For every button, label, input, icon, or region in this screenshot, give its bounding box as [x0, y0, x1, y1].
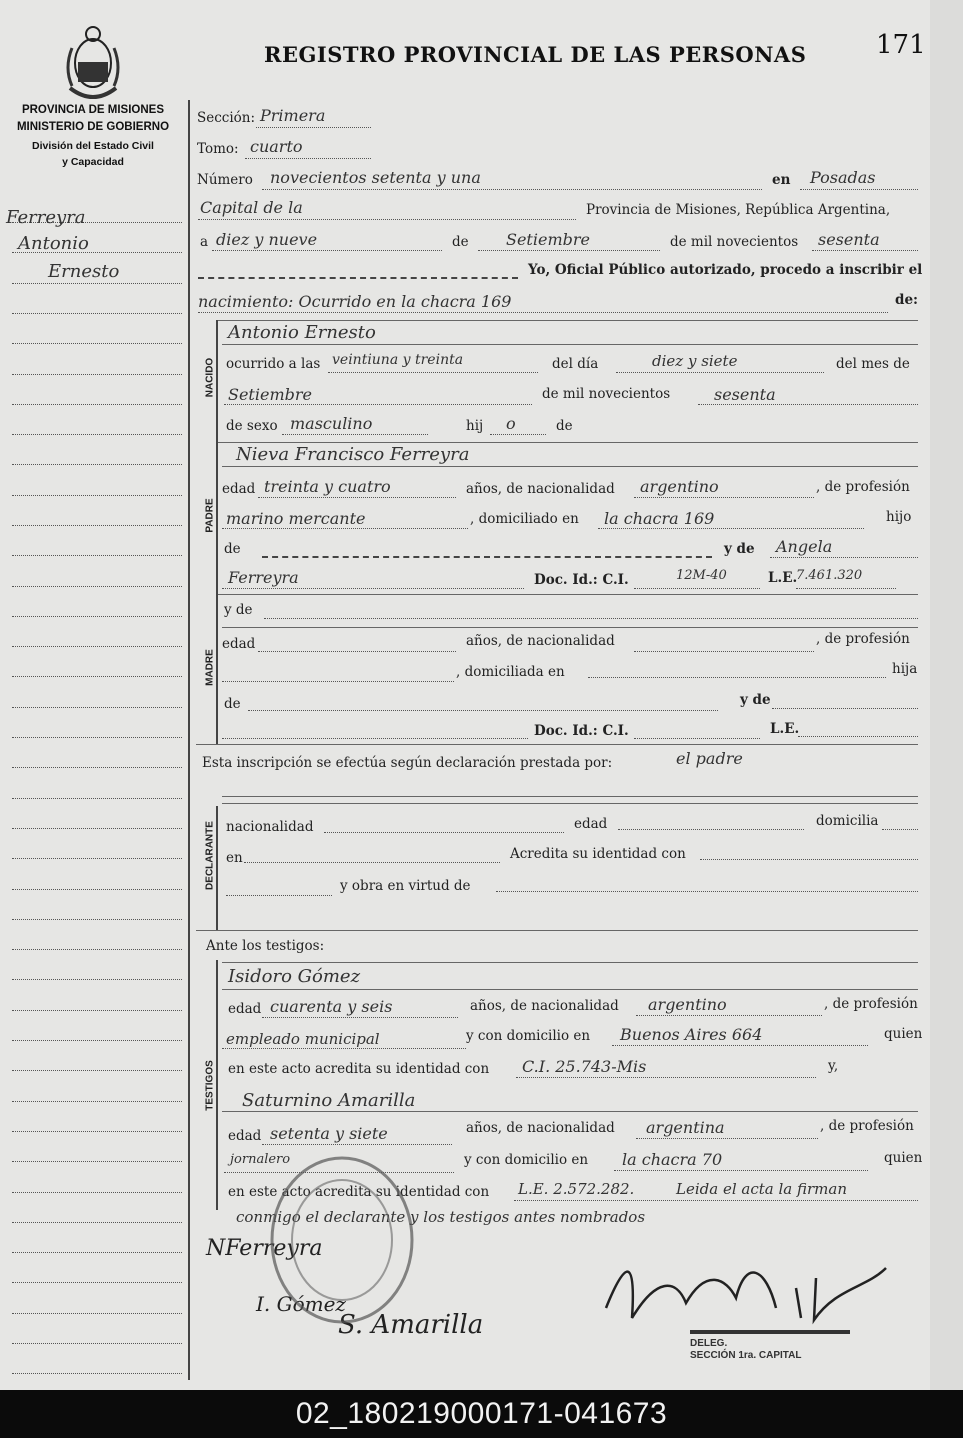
madre-profesion-label: , de profesión [816, 631, 910, 647]
declarante-value: el padre [676, 749, 743, 768]
margin-rule [12, 949, 182, 950]
padre-le-label: L.E. [768, 570, 798, 586]
ministry-heading: MINISTERIO DE GOBIERNO [16, 121, 170, 133]
t2-doc-value: L.E. 2.572.282. [518, 1180, 635, 1198]
margin-rule [12, 374, 182, 375]
margin-rule [12, 1131, 182, 1132]
margin-rule [12, 1101, 182, 1102]
t2-quien-label: quien [884, 1150, 923, 1166]
ocurrido-label: ocurrido a las [226, 356, 321, 372]
madre-nombre-2: Ferreyra [228, 568, 299, 587]
margin-rule [12, 404, 182, 405]
margin-rule [12, 737, 182, 738]
dia-nac-value: diez y siete [652, 352, 738, 370]
margin-rule [12, 1161, 182, 1162]
padre-ci-value: 12M-40 [676, 568, 727, 583]
margin-middle-name: Ernesto [48, 261, 120, 282]
t2-profesion-label: , de profesión [820, 1118, 914, 1134]
signature-testigo-2: S. Amarilla [338, 1310, 484, 1340]
t2-nac-value: argentina [646, 1118, 725, 1137]
margin-rule [12, 919, 182, 920]
division-line-1: División del Estado Civil [32, 140, 154, 152]
yo-oficial-text: Yo, Oficial Público autorizado, procedo a inscribir el [528, 262, 923, 278]
madre-y-de-2-label: y de [740, 692, 771, 708]
padre-profesion-label: , de profesión [816, 479, 910, 495]
acredita-label: Acredita su identidad con [510, 846, 686, 862]
margin-rule [12, 313, 182, 314]
esta-inscripcion-label: Esta inscripción se efectúa según declaración prestada por: [202, 755, 613, 771]
mes-nac-value: Setiembre [228, 385, 312, 404]
margin-rule [12, 1282, 182, 1283]
margin-rule [12, 343, 182, 344]
padre-doc-label: Doc. Id.: C.I. [534, 572, 629, 588]
coat-of-arms-icon [58, 18, 128, 103]
margin-rule [12, 616, 182, 617]
hijo-label: hijo [886, 509, 912, 525]
en-label: en [772, 172, 791, 188]
stamp-line-1: DELEG. [690, 1338, 728, 1349]
decl-en-label: en [226, 850, 243, 866]
padre-y-de-label: y de [724, 541, 755, 557]
t1-nac-value: argentino [648, 995, 727, 1014]
y-obra-label: y obra en virtud de [340, 878, 471, 894]
madre-edad-label: edad [222, 636, 256, 652]
t1-edad-label: edad [228, 1001, 262, 1017]
dia-value: diez y nueve [216, 230, 318, 249]
division-line-2: y Capacidad [62, 156, 124, 168]
margin-rule [12, 1222, 182, 1223]
domicilia-label: domicilia [816, 813, 879, 829]
t2-domicilio-label: y con domicilio en [464, 1152, 589, 1168]
padre-de-label: de [224, 541, 241, 557]
hij-label: hij [466, 418, 484, 434]
margin-rule [12, 1373, 182, 1374]
margin-rule [12, 707, 182, 708]
de-sexo-label: de sexo [226, 418, 278, 434]
margin-rule [12, 676, 182, 677]
margin-rule [12, 889, 182, 890]
deleg-stamp [690, 1330, 850, 1362]
margin-rule [12, 1040, 182, 1041]
margin-rule [12, 828, 182, 829]
margin-rule [12, 1343, 182, 1344]
seccion-label: Sección: [197, 110, 256, 126]
madre-de-label: de [224, 696, 241, 712]
section-padre: PADRE [204, 498, 216, 533]
del-mes-label: del mes de [836, 356, 910, 372]
t2-dom-value: la chacra 70 [622, 1150, 723, 1169]
province-heading: PROVINCIA DE MISIONES [21, 104, 165, 116]
cierre-line-1: Leida el acta la firman [676, 1180, 847, 1198]
margin-rule [12, 434, 182, 435]
margin-rule [12, 1010, 182, 1011]
padre-dom-value: la chacra 169 [604, 509, 715, 528]
margin-rule [12, 586, 182, 587]
section-nacido: NACIDO [204, 357, 216, 398]
margin-rule [12, 1252, 182, 1253]
page-edge [930, 0, 963, 1390]
margin-rule [12, 525, 182, 526]
margin-rule [12, 1313, 182, 1314]
official-seal-icon [262, 1150, 422, 1330]
del-dia-label: del día [552, 356, 599, 372]
padre-edad-value: treinta y cuatro [264, 477, 391, 496]
margin-surname: Ferreyra [6, 207, 86, 228]
margin-rule [12, 1192, 182, 1193]
tomo-value: cuarto [250, 137, 303, 156]
hija-label: hija [892, 661, 918, 677]
ante-testigos-label: Ante los testigos: [206, 938, 325, 954]
t2-acredita-label: en este acto acredita su identidad con [228, 1184, 490, 1200]
official-signature-icon [596, 1248, 896, 1338]
numero-value: novecientos setenta y una [270, 168, 481, 187]
act-line-value: nacimiento: Ocurrido en la chacra 169 [198, 292, 512, 311]
padre-anos-label: años, de nacionalidad [466, 481, 615, 497]
padre-nombre: Nieva Francisco Ferreyra [236, 444, 470, 465]
t1-acredita-label: en este acto acredita su identidad con [228, 1061, 490, 1077]
margin-rule [12, 979, 182, 980]
margin-rule [12, 798, 182, 799]
t1-anos-label: años, de nacionalidad [470, 998, 619, 1014]
anio-value: sesenta [818, 230, 880, 249]
anio-nac-value: sesenta [714, 385, 776, 404]
section-madre: MADRE [204, 649, 216, 686]
t2-prof-value: jornalero [230, 1152, 291, 1167]
page-title: REGISTRO PROVINCIAL DE LAS PERSONAS [264, 42, 807, 67]
padre-nac-value: argentino [640, 477, 719, 496]
t1-doc-value: C.I. 25.743-Mis [522, 1057, 647, 1076]
de-2-label: de [556, 418, 573, 434]
t1-profesion-label: , de profesión [824, 996, 918, 1012]
hora-value: veintiuna y treinta [332, 352, 464, 368]
stamp-line-2: SECCIÓN 1ra. CAPITAL [690, 1350, 802, 1361]
tomo-label: Tomo: [197, 141, 239, 157]
madre-nombre-1: Angela [776, 537, 833, 556]
t2-edad-value: setenta y siete [270, 1124, 388, 1143]
sexo-value: masculino [290, 414, 373, 433]
madre-le-label: L.E. [770, 721, 800, 737]
margin-rule [12, 283, 182, 284]
margin-rule [12, 555, 182, 556]
padre-le-value: 7.461.320 [796, 568, 863, 583]
margin-rule [12, 646, 182, 647]
t1-prof-value: empleado municipal [226, 1030, 380, 1048]
margin-rule [12, 858, 182, 859]
signature-testigo-1: I. Gómez [256, 1292, 346, 1316]
cierre-line-2: conmigo el declarante y los testigos antes nombrados [236, 1208, 646, 1226]
t1-edad-value: cuarenta y seis [270, 997, 393, 1016]
de-label: de [452, 234, 469, 250]
en-value: Posadas [810, 168, 876, 187]
section-testigos: TESTIGOS [204, 1060, 216, 1111]
mes-value: Setiembre [506, 230, 590, 249]
signature-declarante: NFerreyra [206, 1236, 323, 1261]
nacionalidad-label: nacionalidad [226, 819, 314, 835]
de-mil-label: de mil novecientos [670, 234, 799, 250]
domiciliado-label: , domiciliado en [470, 511, 579, 527]
margin-rule [12, 464, 182, 465]
nacido-nombre: Antonio Ernesto [228, 322, 376, 343]
testigo1-nombre: Isidoro Gómez [228, 966, 361, 987]
margin-rule [12, 1070, 182, 1071]
t1-dom-value: Buenos Aires 664 [620, 1025, 763, 1044]
margin-first-name: Antonio [18, 233, 89, 254]
hij-suffix: o [506, 414, 516, 433]
padre-prof-value: marino mercante [226, 509, 366, 528]
madre-anos-label: años, de nacionalidad [466, 633, 615, 649]
numero-label: Número [197, 172, 253, 188]
t2-edad-label: edad [228, 1128, 262, 1144]
madre-doc-label: Doc. Id.: C.I. [534, 723, 629, 739]
main-left-border [188, 100, 190, 1380]
domiciliada-label: , domiciliada en [456, 664, 565, 680]
section-declarante: DECLARANTE [204, 821, 216, 890]
padre-edad-label: edad [222, 481, 256, 497]
page-number: 171 [876, 30, 926, 60]
madre-y-de-label: y de [224, 602, 253, 618]
de-mil-2-label: de mil novecientos [542, 386, 671, 402]
testigo2-nombre: Saturnino Amarilla [242, 1090, 416, 1111]
margin-rule [12, 767, 182, 768]
a-label: a [200, 234, 209, 250]
margin-rule [12, 495, 182, 496]
provincia-label: Provincia de Misiones, República Argentina, [586, 202, 891, 218]
seccion-value: Primera [260, 106, 326, 125]
edad-label: edad [574, 816, 608, 832]
t1-y-label: y, [828, 1058, 839, 1074]
capital-value: Capital de la [200, 198, 303, 217]
archive-code: 02_180219000171-041673 [0, 1390, 963, 1438]
de-colon-label: de: [895, 292, 919, 308]
t2-anos-label: años, de nacionalidad [466, 1120, 615, 1136]
t1-quien-label: quien [884, 1026, 923, 1042]
t1-domicilio-label: y con domicilio en [466, 1028, 591, 1044]
